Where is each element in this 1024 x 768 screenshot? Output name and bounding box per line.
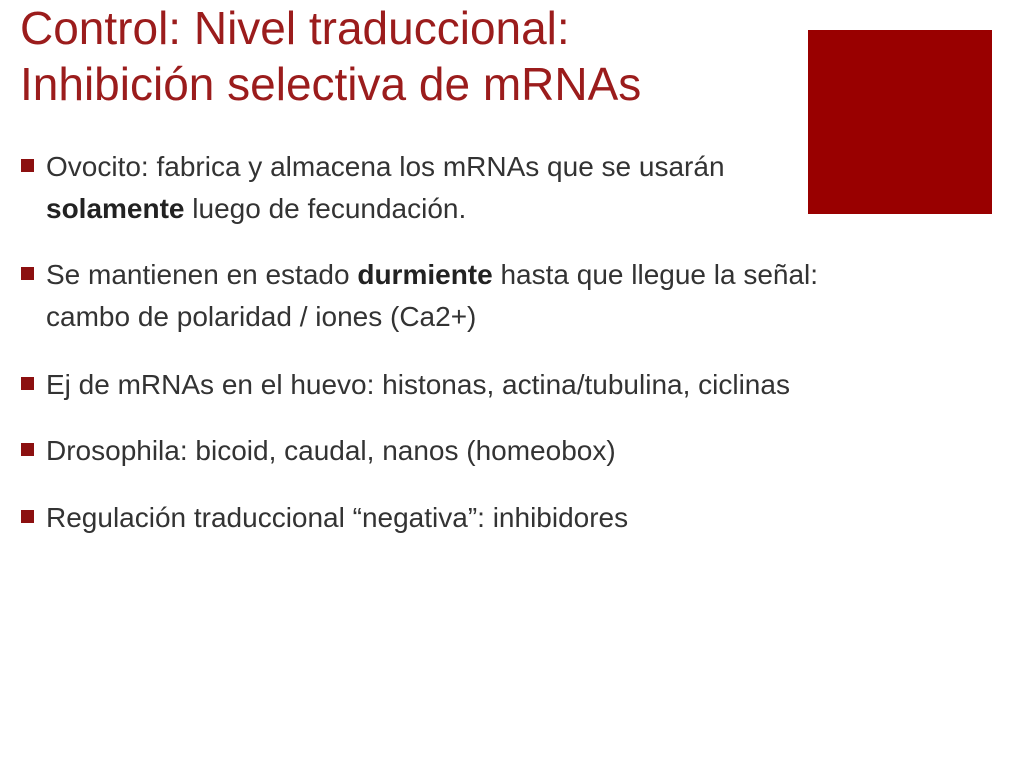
bullet-list [20, 146, 840, 559]
bullet-item-drosophila [20, 430, 840, 472]
bullet-bold-text: durmiente [357, 259, 493, 290]
square-bullet-icon [21, 443, 34, 456]
square-bullet-icon [21, 510, 34, 523]
slide-title [20, 0, 820, 112]
slide-title-line-2: Inhibición selectiva de mRNAs [20, 58, 642, 110]
bullet-item-ejemplos [20, 364, 840, 406]
bullet-text: Regulación traduccional “negativa”: inhibidores [46, 502, 629, 533]
square-bullet-icon [21, 267, 34, 280]
bullet-item-regulacion [20, 497, 840, 539]
bullet-text: luego de fecundación. [184, 193, 467, 224]
bullet-item-durmiente [20, 254, 840, 338]
slide-title-line-1: Control: Nivel traduccional: [20, 2, 570, 54]
square-bullet-icon [21, 159, 34, 172]
bullet-item-ovocito [20, 146, 840, 230]
bullet-text: Drosophila: bicoid, caudal, nanos (homeobox) [46, 435, 616, 466]
square-bullet-icon [21, 377, 34, 390]
bullet-text: Se mantienen en estado [46, 259, 358, 290]
bullet-text: hasta que llegue la señal: cambo de polaridad / iones (Ca2+) [46, 259, 819, 332]
bullet-text: Ej de mRNAs en el huevo: histonas, actina/tubulina, ciclinas [46, 369, 790, 400]
bullet-bold-text: solamente [46, 193, 185, 224]
bullet-text: Ovocito: fabrica y almacena los mRNAs que se usarán [46, 151, 725, 182]
